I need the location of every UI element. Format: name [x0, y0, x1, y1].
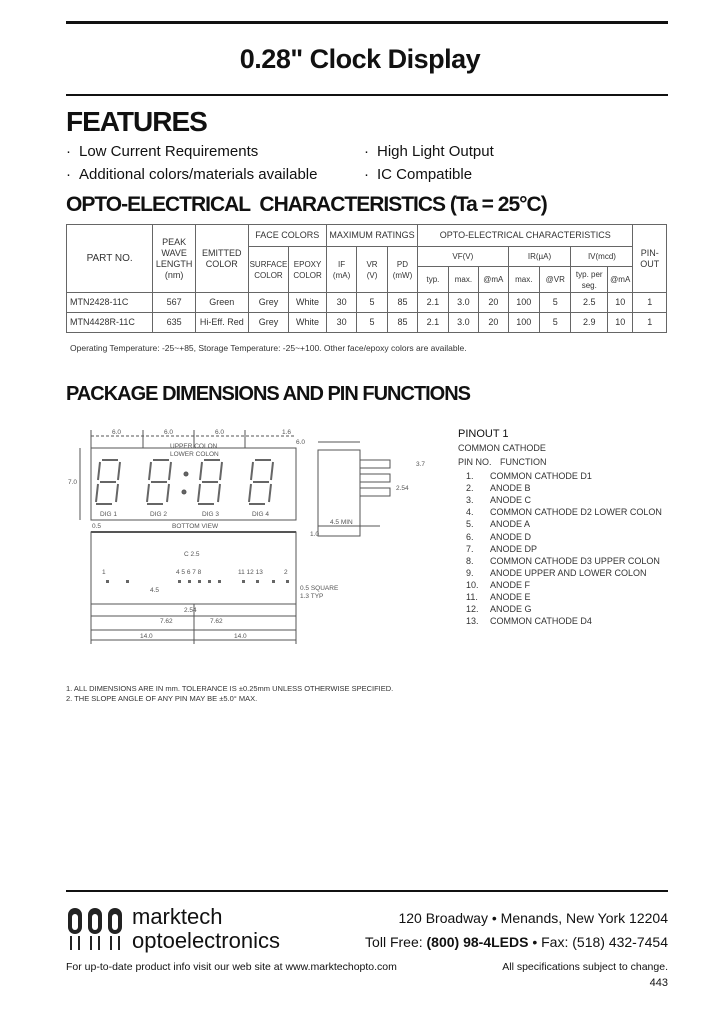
pin-function: ANODE G — [490, 604, 532, 615]
dim-pin-len-b: 1.3 TYP — [300, 593, 324, 600]
dim-side: 4.5 MIN — [330, 519, 353, 526]
hdr-typ: typ. — [418, 267, 448, 293]
colon-dot-upper — [184, 472, 188, 476]
pin-function: COMMON CATHODE D1 — [490, 471, 592, 481]
spec-cell: Grey — [248, 313, 289, 333]
pin-function: ANODE UPPER AND LOWER COLON — [490, 567, 647, 578]
feature-item: · High Light Output — [364, 143, 494, 160]
spec-cell: 20 — [479, 313, 508, 333]
feature-item: · IC Compatible — [364, 166, 473, 183]
spec-cell: 10 — [608, 313, 633, 333]
colon-dot-lower — [182, 490, 186, 494]
hdr-max-ratings: MAXIMUM RATINGS — [326, 225, 417, 247]
pin-function: ANODE C — [490, 495, 532, 506]
marktech-logo-icon — [66, 906, 126, 951]
label-dig-1: DIG 1 — [100, 511, 117, 518]
pin-number: 1. — [466, 471, 474, 481]
page-title: 0.28" Clock Display — [239, 44, 481, 74]
package-drawing — [60, 418, 455, 650]
dim-center: C 2.5 — [184, 551, 200, 558]
pin-function: ANODE A — [490, 519, 531, 530]
spec-cell: 1 — [633, 293, 667, 313]
pin-function: COMMON CATHODE D3 UPPER COLON — [490, 555, 660, 566]
spec-cell: 3.0 — [448, 293, 478, 313]
dim-width: 1.6 — [282, 429, 292, 436]
dim-pin-len: 6.0 — [296, 439, 306, 446]
hdr-pinout: PIN- OUT — [633, 225, 667, 293]
pinout-title: PINOUT 1 — [458, 428, 509, 440]
pin-number: 3. — [466, 495, 474, 506]
package-heading: PACKAGE DIMENSIONS AND PIN FUNCTIONS — [66, 383, 471, 405]
digit-3 — [198, 460, 222, 504]
spec-cell: 567 — [153, 293, 196, 313]
hdr-at-ma: @mA — [479, 267, 508, 293]
hdr-peak-wave: PEAK WAVE LENGTH (nm) — [153, 225, 196, 293]
hdr-surface: SURFACE COLOR — [248, 247, 289, 293]
spec-cell: 30 — [326, 313, 356, 333]
spec-cell: 5 — [540, 313, 571, 333]
operating-note: Operating Temperature: -25~+85, Storage Temperature: -25~+100. Other face/epoxy colors are available. — [70, 343, 467, 353]
brand-line-1: marktech — [132, 904, 223, 929]
digit-2 — [147, 460, 171, 504]
hdr-opto: OPTO-ELECTRICAL CHARACTERISTICS — [418, 225, 633, 247]
bullet: · — [66, 143, 71, 160]
bullet: · — [364, 143, 369, 160]
dim-span-c: 14.0 — [234, 633, 247, 640]
spec-cell: 5 — [540, 293, 571, 313]
spec-cell: Grey — [248, 293, 289, 313]
hdr-part-no: PART NO. — [67, 225, 153, 293]
pin-function: ANODE DP — [490, 543, 538, 554]
spec-cell: 1 — [633, 313, 667, 333]
title-underline — [66, 94, 668, 96]
pin-function: ANODE F — [490, 579, 531, 590]
dim-pitch-c: 6.0 — [215, 429, 225, 436]
front-view-outline — [91, 448, 296, 520]
pin-labels-right: 11 12 13 — [238, 569, 263, 576]
dim-square: 0.5 SQUARE — [300, 585, 339, 592]
spec-cell: 3.0 — [448, 313, 478, 333]
hdr-at-ma: @mA — [608, 267, 633, 293]
pin-labels-mid: 4 5 6 7 8 — [176, 569, 202, 576]
spec-cell: 100 — [508, 293, 539, 313]
spec-cell: White — [289, 313, 327, 333]
pin-function: ANODE E — [490, 592, 531, 602]
label-lower-colon: LOWER COLON — [170, 451, 219, 458]
dim-pin-dia: 1.0 — [310, 531, 320, 538]
pin-number: 4. — [466, 507, 474, 518]
pin-function: COMMON CATHODE D2 LOWER COLON — [490, 507, 662, 518]
hdr-if: IF (mA) — [326, 247, 356, 293]
spec-cell: 2.9 — [571, 313, 608, 333]
spec-cell: 2.1 — [418, 293, 448, 313]
spec-cell: 5 — [357, 293, 387, 313]
web-info: For up-to-date product info visit our web site at www.marktechopto.com — [66, 961, 397, 973]
brand-line-2: optoelectronics — [132, 928, 280, 953]
spec-cell: Green — [195, 293, 248, 313]
hdr-epoxy: EPOXY COLOR — [289, 247, 327, 293]
top-rule — [66, 21, 668, 24]
dim-height: 7.0 — [68, 479, 78, 486]
pin-number: 6. — [466, 531, 474, 542]
pin-number: 12. — [466, 604, 479, 615]
hdr-at-vr: @VR — [540, 267, 571, 293]
digit-1 — [96, 460, 120, 504]
bullet: · — [364, 166, 369, 183]
features-heading: FEATURES — [66, 106, 207, 137]
pin-number: 9. — [466, 567, 474, 578]
page-number: 443 — [649, 977, 668, 989]
toll-free-number: (800) 98-4LEDS — [426, 934, 529, 950]
characteristics-heading: OPTO-ELECTRICAL CHARACTERISTICS (Ta = 25°C) — [66, 193, 547, 216]
dimension-note-1: 1. ALL DIMENSIONS ARE IN mm. TOLERANCE IS ±0.25mm UNLESS OTHERWISE SPECIFIED. — [66, 684, 394, 693]
pin-function: ANODE B — [490, 483, 531, 494]
label-bottom-view: BOTTOM VIEW — [172, 523, 219, 530]
hdr-typ-per-seg: typ. per seg. — [571, 267, 608, 293]
label-upper-colon: UPPER COLON — [170, 443, 218, 450]
hdr-vr: VR (V) — [357, 247, 387, 293]
digit-4 — [249, 460, 273, 504]
spec-row — [67, 313, 667, 333]
spec-row — [67, 293, 667, 313]
pinout-subtitle: COMMON CATHODE — [458, 443, 546, 453]
dim-lead-b: 3.7 — [416, 461, 426, 468]
spec-cell: 85 — [387, 293, 417, 313]
pin-number: 5. — [466, 519, 474, 530]
dim-span-b: 14.0 — [140, 633, 153, 640]
spec-cell: 10 — [608, 293, 633, 313]
spec-cell: 2.5 — [571, 293, 608, 313]
footer-rule — [66, 890, 668, 892]
pin-function: COMMON CATHODE D4 — [490, 616, 592, 627]
label-dig-2: DIG 2 — [150, 511, 167, 518]
spec-cell: Hi-Eff. Red — [195, 313, 248, 333]
hdr-max: max. — [448, 267, 478, 293]
dim-lead-a: 2.54 — [396, 485, 409, 492]
pin-number: 11. — [466, 592, 478, 602]
spec-cell: White — [289, 293, 327, 313]
feature-item: · Low Current Requirements — [66, 143, 259, 160]
address: 120 Broadway • Menands, New York 12204 — [398, 910, 668, 926]
hdr-pd: PD (mW) — [387, 247, 417, 293]
pin-labels-left: 1 — [102, 569, 106, 576]
dimension-note-2: 2. THE SLOPE ANGLE OF ANY PIN MAY BE ±5.0° MAX. — [66, 694, 258, 703]
pin-number: 2. — [466, 483, 474, 494]
pin-header-function: FUNCTION — [500, 457, 547, 467]
spec-cell: 85 — [387, 313, 417, 333]
dim-dp: 0.5 — [92, 523, 102, 530]
pin-function: ANODE D — [490, 531, 532, 542]
hdr-max: max. — [508, 267, 539, 293]
dim-span-a: 7.62 — [210, 618, 223, 625]
spec-cell: 2.1 — [418, 313, 448, 333]
spec-cell: 30 — [326, 293, 356, 313]
pin-number: 8. — [466, 555, 474, 566]
bottom-view-outline — [91, 532, 296, 604]
pin-label-r2: 2 — [284, 569, 288, 576]
feature-item: · Additional colors/materials available — [66, 166, 318, 183]
hdr-face-colors: FACE COLORS — [248, 225, 326, 247]
spec-cell: 100 — [508, 313, 539, 333]
dim-spacing-small: 2.54 — [184, 607, 197, 614]
contact-line: Toll Free: (800) 98-4LEDS • Fax: (518) 432-7454 — [365, 934, 668, 950]
hdr-ir: IR(µA) — [508, 247, 571, 267]
pin-number: 13. — [466, 616, 479, 627]
bullet: · — [66, 166, 71, 183]
hdr-vf: VF(V) — [418, 247, 508, 267]
pin-number: 7. — [466, 543, 474, 554]
dim-spacing-mid: 7.62 — [160, 618, 173, 625]
dim-pitch-a: 6.0 — [112, 429, 122, 436]
hdr-iv: IV(mcd) — [571, 247, 633, 267]
spec-cell: 635 — [153, 313, 196, 333]
spec-cell: MTN4428R-11C — [67, 313, 153, 333]
spec-cell: 5 — [357, 313, 387, 333]
pin-header-no: PIN NO. — [458, 457, 492, 467]
spec-cell: 20 — [479, 293, 508, 313]
label-dig-3: DIG 3 — [202, 511, 219, 518]
spec-cell: MTN2428-11C — [67, 293, 153, 313]
dim-pitch-b: 6.0 — [164, 429, 174, 436]
characteristics-table — [66, 224, 667, 333]
label-dig-4: DIG 4 — [252, 511, 269, 518]
dim-cnum-b: 4.5 — [150, 587, 160, 594]
pin-number: 10. — [466, 579, 479, 590]
disclaimer: All specifications subject to change. — [502, 961, 668, 973]
hdr-emitted: EMITTED COLOR — [195, 225, 248, 293]
